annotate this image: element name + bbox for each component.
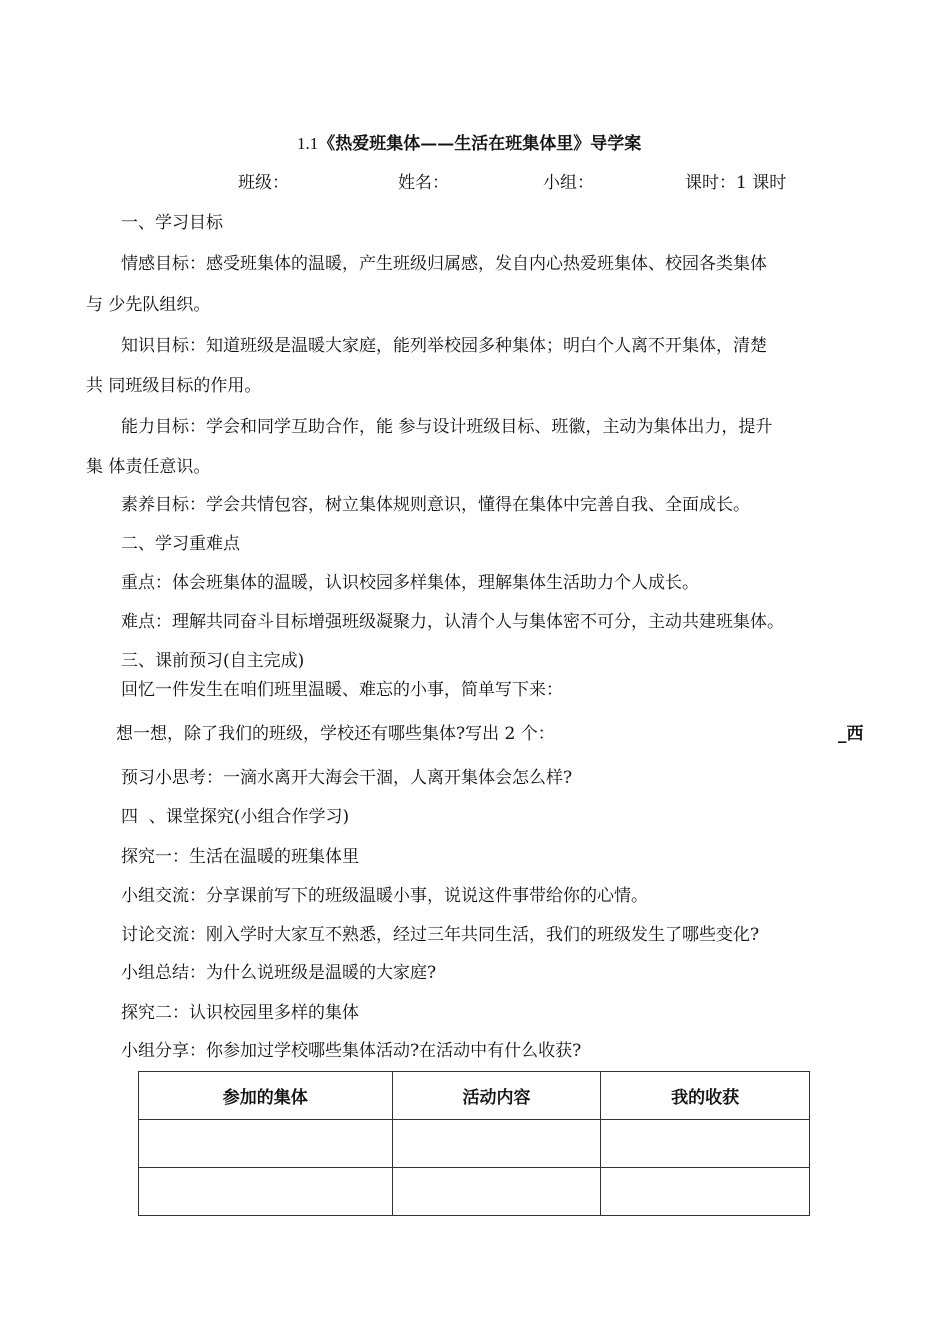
table-row bbox=[139, 1120, 810, 1168]
knowledge-goal-line1: 知识目标：知道班级是温暖大家庭，能列举校园多种集体；明白个人离不开集体，清楚 bbox=[121, 336, 767, 356]
emotion-goal-line2: 与 少先队组织。 bbox=[86, 295, 211, 315]
table-header-row bbox=[139, 1072, 810, 1120]
ability-goal-line1: 能力目标：学会和同学互助合作，能 参与设计班级目标、班徽，主动为集体出力，提升 bbox=[121, 417, 773, 437]
collective-activity-table bbox=[138, 1071, 810, 1216]
explore-one: 探究一：生活在温暖的班集体里 bbox=[121, 847, 359, 867]
emotion-goal-line1: 情感目标：感受班集体的温暖，产生班级归属感，发自内心热爱班集体、校园各类集体 bbox=[121, 254, 767, 274]
section-heading-keypoints: 二、学习重难点 bbox=[121, 534, 240, 554]
section-heading-objectives: 一、学习目标 bbox=[121, 213, 223, 233]
think-prompt: 想一想，除了我们的班级，学校还有哪些集体?写出 2 个： bbox=[116, 724, 555, 744]
section-heading-preview: 三、课前预习(自主完成) bbox=[121, 651, 305, 671]
group-label: 小组： bbox=[543, 173, 594, 193]
section-heading-explore: 四 、课堂探究(小组合作学习) bbox=[121, 807, 350, 827]
literacy-goal: 素养目标：学会共情包容，树立集体规则意识，懂得在集体中完善自我、全面成长。 bbox=[121, 495, 750, 515]
discussion: 讨论交流：刚入学时大家互不熟悉，经过三年共同生活，我们的班级发生了哪些变化? bbox=[121, 925, 760, 945]
preview-question: 预习小思考：一滴水离开大海会干涸，人离开集体会怎么样? bbox=[121, 768, 573, 788]
group-summary: 小组总结：为什么说班级是温暖的大家庭? bbox=[121, 963, 437, 983]
period-label: 课时：1 课时 bbox=[685, 173, 787, 193]
title-number: 1.1 bbox=[297, 134, 319, 153]
table-cell[interactable] bbox=[139, 1120, 393, 1168]
page-title bbox=[297, 133, 641, 155]
table-cell[interactable] bbox=[601, 1168, 810, 1216]
table-cell[interactable] bbox=[139, 1168, 393, 1216]
knowledge-goal-line2: 共 同班级目标的作用。 bbox=[86, 376, 262, 396]
table-header-activity: 活动内容 bbox=[392, 1072, 601, 1120]
group-talk: 小组交流：分享课前写下的班级温暖小事，说说这件事带给你的心情。 bbox=[121, 886, 648, 906]
ability-goal-line2: 集 体责任意识。 bbox=[86, 457, 211, 477]
title-text: 《热爱班集体——生活在班集体里》导学案 bbox=[318, 134, 642, 154]
table-header-gain: 我的收获 bbox=[601, 1072, 810, 1120]
class-label: 班级： bbox=[238, 173, 289, 193]
recall-prompt: 回忆一件发生在咱们班里温暖、难忘的小事，简单写下来： bbox=[121, 680, 563, 700]
difficult-point: 难点：理解共同奋斗目标增强班级凝聚力，认清个人与集体密不可分，主动共建班集体。 bbox=[121, 612, 784, 632]
table-cell[interactable] bbox=[392, 1120, 601, 1168]
think-tail: _西 bbox=[838, 724, 864, 744]
name-label: 姓名： bbox=[398, 173, 449, 193]
group-share: 小组分享：你参加过学校哪些集体活动?在活动中有什么收获? bbox=[121, 1041, 582, 1061]
table-row bbox=[139, 1168, 810, 1216]
table-cell[interactable] bbox=[601, 1120, 810, 1168]
explore-two: 探究二：认识校园里多样的集体 bbox=[121, 1003, 359, 1023]
table-cell[interactable] bbox=[392, 1168, 601, 1216]
table-header-collective: 参加的集体 bbox=[139, 1072, 393, 1120]
key-point: 重点：体会班集体的温暖，认识校园多样集体，理解集体生活助力个人成长。 bbox=[121, 573, 699, 593]
